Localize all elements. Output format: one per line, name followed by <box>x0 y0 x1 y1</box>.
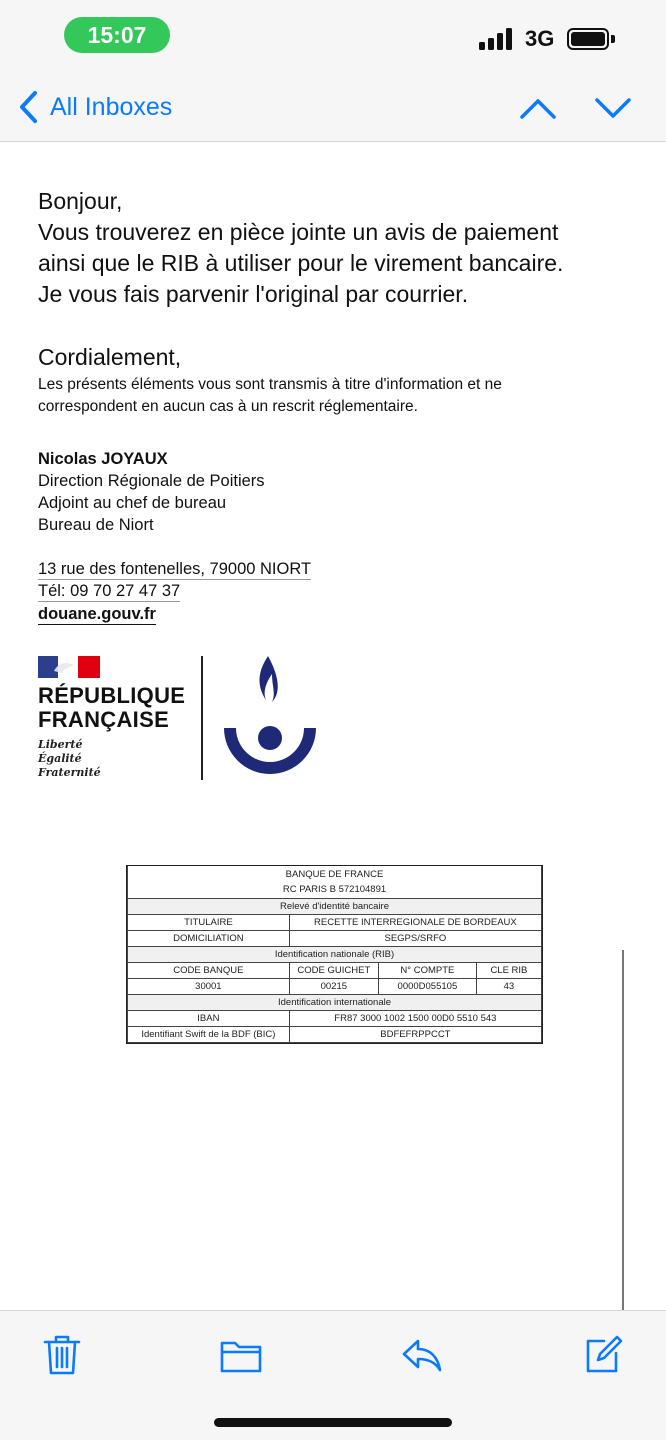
rib-iban-value: FR87 3000 1002 1500 00D0 5510 543 <box>289 1010 541 1026</box>
battery-icon <box>567 28 609 50</box>
signature <box>38 448 265 536</box>
rib-national-heading: Identification nationale (RIB) <box>128 946 542 962</box>
rib-cell: 00215 <box>289 978 378 994</box>
rib-cell: 30001 <box>128 978 290 994</box>
rib-cell: 0000D055105 <box>378 978 476 994</box>
phone-link[interactable]: Tél: 09 70 27 47 37 <box>38 582 181 600</box>
rib-iban-label: IBAN <box>128 1010 290 1026</box>
rf-title-line: FRANÇAISE <box>38 707 170 732</box>
battery-cap <box>611 35 615 43</box>
message-line: Je vous fais parvenir l'original par courrier. <box>38 281 469 307</box>
rib-column-header: N° COMPTE <box>378 962 476 978</box>
rf-title <box>38 684 185 732</box>
network-type: 3G <box>525 26 555 51</box>
signature-name: Nicolas JOYAUX <box>38 450 168 468</box>
home-indicator[interactable] <box>214 1418 452 1427</box>
rib-document <box>126 865 543 1044</box>
rib-registry: RC PARIS B 572104891 <box>128 882 542 898</box>
website-link[interactable]: douane.gouv.fr <box>38 605 156 623</box>
republique-francaise-logo <box>38 656 188 786</box>
rib-column-header: CODE GUICHET <box>289 962 378 978</box>
rf-title-line: RÉPUBLIQUE <box>38 683 186 708</box>
status-bar <box>0 0 666 72</box>
address-link[interactable]: 13 rue des fontenelles, 79000 NIORT <box>38 560 312 578</box>
motto-line: Liberté <box>38 738 83 751</box>
closing: Cordialement, <box>38 344 182 370</box>
rib-bank: BANQUE DE FRANCE <box>128 866 542 882</box>
reply-icon[interactable] <box>400 1333 444 1377</box>
motto-line: Égalité <box>38 752 82 765</box>
signature-line: Adjoint au chef de bureau <box>38 494 227 512</box>
douane-emblem-icon <box>222 654 318 782</box>
nav-bar <box>0 72 666 142</box>
chevron-left-icon <box>18 90 40 124</box>
message-line: Vous trouverez en pièce jointe un avis de paiement <box>38 219 559 245</box>
rf-motto <box>38 738 101 780</box>
disclaimer: Les présents éléments vous sont transmis à titre d'information et ne correspondent en aucun cas à un rescrit réglementaire. <box>38 376 502 415</box>
rib-holder-value: RECETTE INTERREGIONALE DE BORDEAUX <box>289 914 541 930</box>
rib-bic-label: Identifiant Swift de la BDF (BIC) <box>128 1026 290 1042</box>
back-button[interactable] <box>18 90 172 124</box>
message-line: ainsi que le RIB à utiliser pour le virement bancaire. <box>38 250 564 276</box>
flag-icon <box>38 656 100 678</box>
message-body <box>38 186 638 310</box>
rib-domiciliation-value: SEGPS/SRFO <box>289 930 541 946</box>
trash-icon[interactable] <box>40 1333 84 1377</box>
chevron-down-icon[interactable] <box>593 94 633 122</box>
greeting: Bonjour, <box>38 188 123 214</box>
rib-title: Relevé d'identité bancaire <box>128 898 542 914</box>
compose-icon[interactable] <box>580 1333 624 1377</box>
contact-block <box>38 558 311 625</box>
folder-icon[interactable] <box>219 1333 263 1377</box>
signature-line: Bureau de Niort <box>38 516 154 534</box>
rib-domiciliation-label: DOMICILIATION <box>128 930 290 946</box>
rib-bic-value: BDFEFRPPCCT <box>289 1026 541 1042</box>
back-button-label: All Inboxes <box>50 92 173 121</box>
rib-international-heading: Identification internationale <box>128 994 542 1010</box>
rib-column-header: CODE BANQUE <box>128 962 290 978</box>
logo-divider <box>201 656 203 780</box>
attachment-edge <box>622 950 624 1310</box>
chevron-up-icon[interactable] <box>518 94 558 122</box>
rib-column-header: CLE RIB <box>476 962 541 978</box>
rib-holder-label: TITULAIRE <box>128 914 290 930</box>
status-time[interactable]: 15:07 <box>64 17 170 53</box>
cellular-signal-icon <box>479 28 515 50</box>
rib-cell: 43 <box>476 978 541 994</box>
motto-line: Fraternité <box>38 766 101 779</box>
signature-line: Direction Régionale de Poitiers <box>38 472 265 490</box>
